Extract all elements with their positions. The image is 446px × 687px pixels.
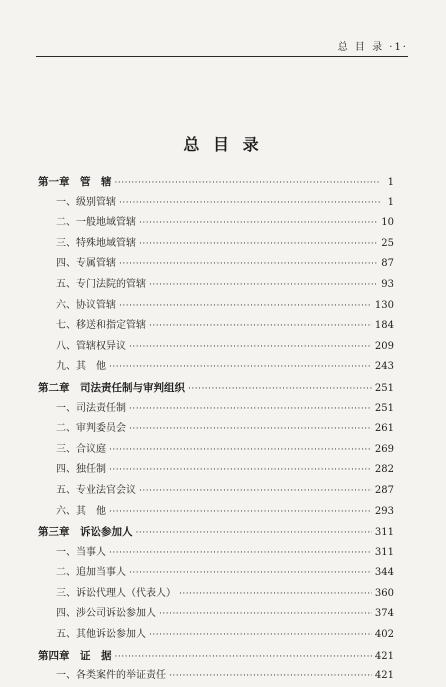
table-of-contents bbox=[38, 172, 394, 687]
page-title: 总 目 录 bbox=[183, 135, 263, 154]
toc-page-number: 25 bbox=[381, 237, 394, 249]
toc-dot-leader bbox=[169, 666, 372, 687]
toc-entry-label: 第一章 管 辖 bbox=[38, 176, 112, 188]
toc-dot-leader bbox=[119, 296, 372, 317]
toc-dot-leader bbox=[188, 379, 372, 400]
toc-section-row bbox=[38, 399, 394, 420]
toc-entry-label: 第四章 证 据 bbox=[38, 649, 112, 662]
running-header bbox=[36, 38, 408, 57]
toc-dot-leader bbox=[139, 213, 378, 234]
toc-entry-label: 二、一般地域管辖 bbox=[56, 217, 136, 229]
toc-section-row bbox=[38, 460, 394, 481]
toc-page-number: 374 bbox=[374, 608, 394, 620]
toc-section-row bbox=[38, 316, 394, 337]
toc-page-number: 421 bbox=[374, 670, 394, 682]
toc-dot-leader bbox=[139, 234, 378, 255]
toc-section-row bbox=[38, 481, 394, 502]
toc-entry-label: 三、诉讼代理人（代表人） bbox=[56, 587, 176, 599]
toc-page-number: 209 bbox=[374, 340, 394, 352]
toc-entry-label: 六、协议管辖 bbox=[56, 299, 116, 311]
toc-entry-label: 五、专业法官会议 bbox=[56, 484, 136, 496]
toc-chapter-row bbox=[38, 172, 394, 193]
toc-dot-leader bbox=[136, 523, 372, 544]
toc-page-number: 311 bbox=[374, 527, 394, 539]
toc-section-row bbox=[38, 213, 394, 234]
toc-entry-label: 五、其他诉讼参加人 bbox=[56, 629, 146, 641]
running-header-text: 总 目 录 ·1· bbox=[337, 42, 408, 53]
toc-page-number: 269 bbox=[374, 443, 394, 455]
toc-page-number: 311 bbox=[374, 546, 394, 558]
toc-dot-leader bbox=[159, 604, 372, 625]
toc-section-row bbox=[38, 440, 394, 461]
toc-dot-leader bbox=[109, 543, 372, 564]
toc-entry-label: 一、级别管辖 bbox=[56, 196, 116, 208]
toc-entry-label: 一、司法责任制 bbox=[56, 402, 126, 414]
toc-dot-leader bbox=[129, 563, 372, 584]
toc-section-row bbox=[38, 234, 394, 255]
toc-entry-label: 一、各类案件的举证责任 bbox=[56, 670, 166, 682]
toc-section-row bbox=[38, 296, 394, 317]
toc-page-number: 360 bbox=[374, 587, 394, 599]
toc-page-number: 293 bbox=[374, 505, 394, 517]
toc-section-row bbox=[38, 254, 394, 275]
toc-entry-label: 四、独任制 bbox=[56, 464, 106, 476]
toc-dot-leader bbox=[115, 173, 382, 194]
toc-dot-leader bbox=[109, 440, 372, 461]
toc-page-number: 251 bbox=[374, 382, 394, 394]
toc-section-row bbox=[38, 604, 394, 625]
toc-section-row bbox=[38, 357, 394, 378]
toc-entry-label: 四、涉公司诉讼参加人 bbox=[56, 608, 156, 620]
toc-dot-leader bbox=[119, 193, 381, 214]
toc-section-row bbox=[38, 563, 394, 584]
toc-section-row bbox=[38, 543, 394, 564]
toc-entry-label: 三、特殊地域管辖 bbox=[56, 237, 136, 249]
toc-entry-label: 八、管辖权异议 bbox=[56, 340, 126, 352]
toc-entry-label: 二、追加当事人 bbox=[56, 567, 126, 579]
toc-entry-label: 五、专门法院的管辖 bbox=[56, 278, 146, 290]
toc-page-number: 344 bbox=[374, 567, 394, 579]
toc-dot-leader bbox=[115, 647, 372, 668]
toc-chapter-row bbox=[38, 522, 394, 543]
toc-page-number: 282 bbox=[374, 464, 394, 476]
toc-entry-label: 九、其 他 bbox=[56, 361, 106, 373]
toc-dot-leader bbox=[149, 625, 372, 646]
toc-dot-leader bbox=[129, 337, 372, 358]
toc-entry-label: 三、合议庭 bbox=[56, 443, 106, 455]
toc-section-row bbox=[38, 193, 394, 214]
toc-chapter-row bbox=[38, 646, 394, 667]
toc-entry-label: 二、审判委员会 bbox=[56, 423, 126, 435]
toc-dot-leader bbox=[129, 419, 372, 440]
toc-entry-label: 一、当事人 bbox=[56, 546, 106, 558]
toc-page-number: 93 bbox=[381, 278, 394, 290]
toc-page-number: 243 bbox=[374, 361, 394, 373]
toc-section-row bbox=[38, 666, 394, 687]
toc-section-row bbox=[38, 502, 394, 523]
toc-page-number: 184 bbox=[374, 320, 394, 332]
toc-dot-leader bbox=[179, 584, 372, 605]
toc-entry-label: 第三章 诉讼参加人 bbox=[38, 526, 133, 539]
toc-page-number: 87 bbox=[381, 258, 394, 270]
toc-dot-leader bbox=[149, 316, 372, 337]
toc-section-row bbox=[38, 584, 394, 605]
toc-dot-leader bbox=[109, 502, 372, 523]
toc-chapter-row bbox=[38, 378, 394, 399]
toc-section-row bbox=[38, 625, 394, 646]
toc-entry-label: 第二章 司法责任制与审判组织 bbox=[38, 381, 185, 394]
toc-section-row bbox=[38, 337, 394, 358]
toc-page-number: 1 bbox=[387, 177, 394, 188]
toc-dot-leader bbox=[119, 254, 378, 275]
toc-page-number: 10 bbox=[381, 217, 394, 229]
toc-dot-leader bbox=[149, 275, 378, 296]
toc-page-number: 251 bbox=[374, 402, 394, 414]
toc-page-number: 402 bbox=[374, 629, 394, 641]
toc-dot-leader bbox=[109, 357, 372, 378]
toc-section-row bbox=[38, 275, 394, 296]
toc-page-number: 130 bbox=[374, 299, 394, 311]
toc-page-number: 421 bbox=[374, 650, 394, 662]
toc-entry-label: 四、专属管辖 bbox=[56, 258, 116, 270]
toc-dot-leader bbox=[139, 481, 372, 502]
toc-section-row bbox=[38, 419, 394, 440]
toc-dot-leader bbox=[109, 460, 372, 481]
toc-page-number: 261 bbox=[374, 423, 394, 435]
toc-dot-leader bbox=[129, 399, 372, 420]
toc-page-number: 1 bbox=[387, 196, 394, 208]
toc-page-number: 287 bbox=[374, 484, 394, 496]
toc-entry-label: 七、移送和指定管辖 bbox=[56, 320, 146, 332]
toc-entry-label: 六、其 他 bbox=[56, 505, 106, 517]
